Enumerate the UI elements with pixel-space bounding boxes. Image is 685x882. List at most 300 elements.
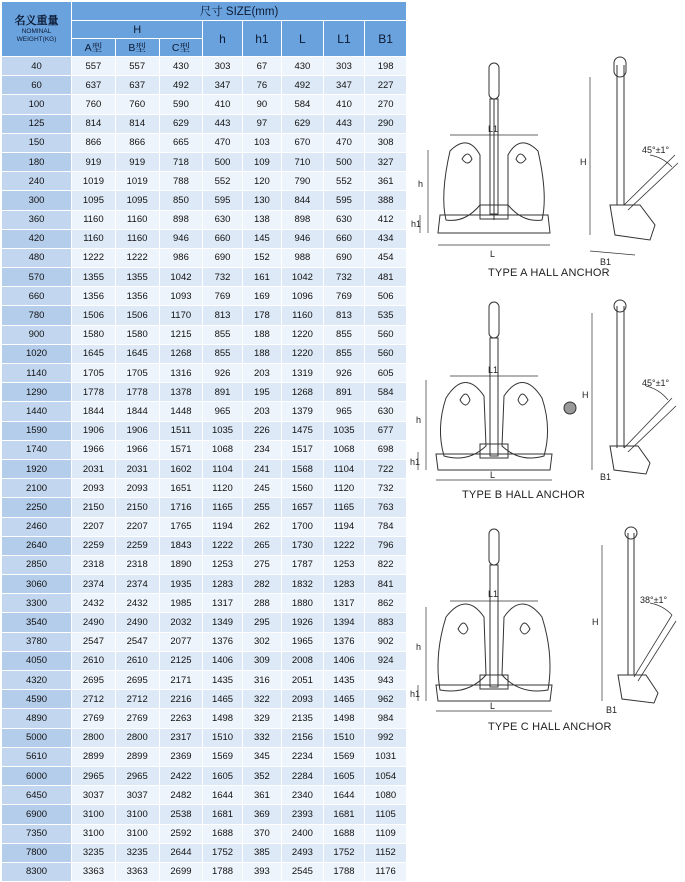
H-type-a-cell: 2490	[72, 613, 116, 632]
table-row	[2, 344, 407, 363]
L-cell: 1787	[282, 555, 324, 574]
H-type-b-cell: 1506	[115, 306, 159, 325]
h1-cell: 203	[242, 402, 281, 421]
h1-cell: 255	[242, 498, 281, 517]
h1-cell: 245	[242, 479, 281, 498]
H-type-a-cell: 919	[72, 152, 116, 171]
nominal-weight-cell: 100	[2, 95, 72, 114]
H-type-a-cell: 1506	[72, 306, 116, 325]
B1-cell: 677	[365, 421, 407, 440]
L-cell: 1700	[282, 517, 324, 536]
L1-cell: 1644	[323, 786, 365, 805]
table-row	[2, 421, 407, 440]
type-a-H-label: H	[580, 157, 587, 167]
H-type-b-cell: 2490	[115, 613, 159, 632]
H-type-c-cell: 1215	[159, 325, 203, 344]
L-cell: 1517	[282, 440, 324, 459]
type-b-H-label: H	[582, 390, 589, 400]
L-cell: 1379	[282, 402, 324, 421]
table-row	[2, 172, 407, 191]
H-type-c-cell: 898	[159, 210, 203, 229]
nominal-weight-cell: 480	[2, 248, 72, 267]
nominal-weight-cell: 660	[2, 287, 72, 306]
H-type-c-cell: 2317	[159, 728, 203, 747]
L-cell: 2545	[282, 862, 324, 881]
table-row	[2, 747, 407, 766]
table-row	[2, 76, 407, 95]
H-type-a-cell: 1705	[72, 364, 116, 383]
H-type-c-cell: 1985	[159, 594, 203, 613]
nominal-weight-cell: 1140	[2, 364, 72, 383]
L1-cell: 1688	[323, 824, 365, 843]
table-row	[2, 229, 407, 248]
h-cell: 891	[203, 383, 242, 402]
H-type-c-cell: 1316	[159, 364, 203, 383]
L-cell: 1220	[282, 325, 324, 344]
h-cell: 470	[203, 133, 242, 152]
h1-cell: 316	[242, 671, 281, 690]
nominal-weight-cell: 420	[2, 229, 72, 248]
L1-cell: 1317	[323, 594, 365, 613]
H-type-a-cell: 1844	[72, 402, 116, 421]
B1-cell: 412	[365, 210, 407, 229]
type-a-h1-label: h1	[411, 219, 422, 229]
table-row	[2, 843, 407, 862]
B1-cell: 361	[365, 172, 407, 191]
type-a-h-label: h	[418, 179, 424, 189]
h-cell: 1376	[203, 632, 242, 651]
table-row	[2, 498, 407, 517]
H-type-a-cell: 3363	[72, 862, 116, 881]
type-c-h-label: h	[416, 642, 422, 652]
B1-cell: 560	[365, 325, 407, 344]
type-c-header: C型	[159, 39, 203, 57]
h1-cell: 97	[242, 114, 281, 133]
H-type-b-cell: 2318	[115, 555, 159, 574]
nominal-weight-cell: 360	[2, 210, 72, 229]
L-cell: 492	[282, 76, 324, 95]
type-a-header: A型	[72, 39, 116, 57]
H-type-b-cell: 2031	[115, 459, 159, 478]
h1-cell: 109	[242, 152, 281, 171]
h-cell: 1435	[203, 671, 242, 690]
L1-cell: 595	[323, 191, 365, 210]
H-type-b-cell: 1705	[115, 364, 159, 383]
nominal-weight-cell: 3540	[2, 613, 72, 632]
H-type-b-cell: 2150	[115, 498, 159, 517]
H-type-a-cell: 3235	[72, 843, 116, 862]
H-type-b-cell: 3363	[115, 862, 159, 881]
nominal-weight-cell: 180	[2, 152, 72, 171]
table-row	[2, 268, 407, 287]
h-cell: 1104	[203, 459, 242, 478]
table-row	[2, 786, 407, 805]
h-cell: 630	[203, 210, 242, 229]
nominal-weight-cell: 150	[2, 133, 72, 152]
nominal-weight-cell: 1290	[2, 383, 72, 402]
L-cell: 2093	[282, 690, 324, 709]
H-type-c-cell: 1602	[159, 459, 203, 478]
L1-cell: 1510	[323, 728, 365, 747]
h1-cell: 226	[242, 421, 281, 440]
H-type-b-cell: 1844	[115, 402, 159, 421]
table-row	[2, 402, 407, 421]
nominal-weight-cell: 4590	[2, 690, 72, 709]
type-b-anchor-drawing	[410, 298, 685, 486]
B1-cell: 883	[365, 613, 407, 632]
L1-cell: 470	[323, 133, 365, 152]
H-type-c-cell: 2699	[159, 862, 203, 881]
type-a-angle-label: 45°±1°	[642, 145, 670, 155]
H-type-b-cell: 3100	[115, 824, 159, 843]
h1-cell: 385	[242, 843, 281, 862]
nominal-weight-cell: 6000	[2, 766, 72, 785]
L-cell: 1042	[282, 268, 324, 287]
H-type-c-cell: 1765	[159, 517, 203, 536]
L-cell: 790	[282, 172, 324, 191]
H-type-c-cell: 1716	[159, 498, 203, 517]
h-cell: 1498	[203, 709, 242, 728]
nominal-weight-cell: 7350	[2, 824, 72, 843]
type-b-L1-label: L1	[488, 365, 499, 375]
table-row	[2, 459, 407, 478]
H-type-c-cell: 1935	[159, 575, 203, 594]
H-type-a-cell: 1966	[72, 440, 116, 459]
H-type-c-cell: 1448	[159, 402, 203, 421]
L1-cell: 891	[323, 383, 365, 402]
B1-cell: 1054	[365, 766, 407, 785]
L-cell: 1568	[282, 459, 324, 478]
H-type-b-cell: 1778	[115, 383, 159, 402]
H-type-a-cell: 2259	[72, 536, 116, 555]
h-cell: 690	[203, 248, 242, 267]
h1-cell: 393	[242, 862, 281, 881]
nominal-weight-cell: 2640	[2, 536, 72, 555]
H-type-c-cell: 2077	[159, 632, 203, 651]
H-type-b-cell: 2965	[115, 766, 159, 785]
h1-cell: 195	[242, 383, 281, 402]
table-row	[2, 824, 407, 843]
L-header: L	[282, 21, 324, 57]
h1-cell: 332	[242, 728, 281, 747]
L-cell: 898	[282, 210, 324, 229]
type-c-L1-label: L1	[488, 589, 499, 599]
nominal-weight-cell: 3780	[2, 632, 72, 651]
table-row	[2, 95, 407, 114]
H-type-a-cell: 2432	[72, 594, 116, 613]
L-cell: 946	[282, 229, 324, 248]
h1-cell: 188	[242, 325, 281, 344]
H-type-c-cell: 2032	[159, 613, 203, 632]
type-b-diagram	[410, 298, 685, 508]
H-type-b-cell: 1645	[115, 344, 159, 363]
table-row	[2, 517, 407, 536]
H-type-c-cell: 1890	[159, 555, 203, 574]
type-a-anchor-drawing	[410, 55, 685, 270]
H-type-a-cell: 2547	[72, 632, 116, 651]
h-cell: 1349	[203, 613, 242, 632]
nominal-weight-cell: 8300	[2, 862, 72, 881]
H-type-b-cell: 2800	[115, 728, 159, 747]
h-cell: 855	[203, 344, 242, 363]
h1-cell: 188	[242, 344, 281, 363]
H-type-b-cell: 2899	[115, 747, 159, 766]
B1-cell: 434	[365, 229, 407, 248]
table-row	[2, 325, 407, 344]
L-cell: 670	[282, 133, 324, 152]
h1-cell: 90	[242, 95, 281, 114]
nominal-weight-cell: 900	[2, 325, 72, 344]
h-cell: 813	[203, 306, 242, 325]
table-row	[2, 536, 407, 555]
L-cell: 844	[282, 191, 324, 210]
H-type-b-cell: 1355	[115, 268, 159, 287]
H-type-a-cell: 1160	[72, 210, 116, 229]
H-type-b-cell: 2259	[115, 536, 159, 555]
L-cell: 629	[282, 114, 324, 133]
nominal-weight-cell: 7800	[2, 843, 72, 862]
nominal-weight-cell: 240	[2, 172, 72, 191]
type-a-diagram	[410, 55, 685, 280]
H-type-a-cell: 866	[72, 133, 116, 152]
h-cell: 769	[203, 287, 242, 306]
L-cell: 1096	[282, 287, 324, 306]
h-cell: 595	[203, 191, 242, 210]
L-cell: 1475	[282, 421, 324, 440]
type-c-anchor-drawing	[410, 525, 685, 717]
table-row	[2, 440, 407, 459]
L1-cell: 1104	[323, 459, 365, 478]
B1-cell: 924	[365, 651, 407, 670]
L1-cell: 1465	[323, 690, 365, 709]
h1-cell: 345	[242, 747, 281, 766]
h-cell: 926	[203, 364, 242, 383]
h-cell: 500	[203, 152, 242, 171]
H-type-b-cell: 557	[115, 57, 159, 76]
type-c-h1-label: h1	[410, 689, 421, 699]
L-cell: 2008	[282, 651, 324, 670]
H-type-a-cell: 3037	[72, 786, 116, 805]
type-b-L-label: L	[490, 470, 496, 480]
table-row	[2, 133, 407, 152]
L1-cell: 1222	[323, 536, 365, 555]
h1-cell: 138	[242, 210, 281, 229]
table-row	[2, 671, 407, 690]
table-row	[2, 383, 407, 402]
h-cell: 410	[203, 95, 242, 114]
H-type-c-cell: 1093	[159, 287, 203, 306]
nominal-weight-cell: 1590	[2, 421, 72, 440]
type-c-caption: TYPE C HALL ANCHOR	[488, 721, 612, 733]
h1-cell: 288	[242, 594, 281, 613]
table-row	[2, 613, 407, 632]
L1-cell: 1194	[323, 517, 365, 536]
H-type-c-cell: 946	[159, 229, 203, 248]
H-type-c-cell: 2644	[159, 843, 203, 862]
L-cell: 1560	[282, 479, 324, 498]
nominal-weight-cell: 2460	[2, 517, 72, 536]
H-type-b-cell: 2207	[115, 517, 159, 536]
nominal-weight-en-2: WEIGHT(KG)	[16, 35, 57, 43]
L-cell: 2284	[282, 766, 324, 785]
H-type-a-cell: 2150	[72, 498, 116, 517]
L-cell: 2234	[282, 747, 324, 766]
h1-cell: 161	[242, 268, 281, 287]
L1-cell: 769	[323, 287, 365, 306]
H-type-a-cell: 760	[72, 95, 116, 114]
h1-cell: 120	[242, 172, 281, 191]
H-type-a-cell: 1160	[72, 229, 116, 248]
h-cell: 1406	[203, 651, 242, 670]
L1-cell: 690	[323, 248, 365, 267]
h-cell: 1253	[203, 555, 242, 574]
B1-cell: 902	[365, 632, 407, 651]
type-c-L-label: L	[490, 701, 496, 711]
L1-cell: 965	[323, 402, 365, 421]
L1-cell: 347	[323, 76, 365, 95]
h1-cell: 352	[242, 766, 281, 785]
H-header: H	[72, 21, 203, 39]
L-cell: 1220	[282, 344, 324, 363]
h-cell: 303	[203, 57, 242, 76]
L1-cell: 1165	[323, 498, 365, 517]
h-cell: 1222	[203, 536, 242, 555]
H-type-a-cell: 2374	[72, 575, 116, 594]
h-cell: 965	[203, 402, 242, 421]
h-cell: 1510	[203, 728, 242, 747]
nominal-weight-cell: 1440	[2, 402, 72, 421]
H-type-b-cell: 2712	[115, 690, 159, 709]
h1-cell: 152	[242, 248, 281, 267]
h1-cell: 76	[242, 76, 281, 95]
type-b-h-label: h	[416, 415, 422, 425]
H-type-b-cell: 919	[115, 152, 159, 171]
h1-cell: 67	[242, 57, 281, 76]
B1-cell: 560	[365, 344, 407, 363]
nominal-weight-cell: 125	[2, 114, 72, 133]
size-header: 尺寸 SIZE(mm)	[72, 2, 407, 21]
L-cell: 1880	[282, 594, 324, 613]
L1-cell: 1120	[323, 479, 365, 498]
L1-cell: 1752	[323, 843, 365, 862]
h-cell: 552	[203, 172, 242, 191]
table-body	[2, 57, 407, 882]
H-type-c-cell: 986	[159, 248, 203, 267]
nominal-weight-cell: 2850	[2, 555, 72, 574]
H-type-c-cell: 1378	[159, 383, 203, 402]
h-cell: 1605	[203, 766, 242, 785]
L1-cell: 855	[323, 325, 365, 344]
H-type-b-cell: 1580	[115, 325, 159, 344]
L-cell: 2340	[282, 786, 324, 805]
B1-cell: 454	[365, 248, 407, 267]
H-type-c-cell: 2422	[159, 766, 203, 785]
H-type-a-cell: 2769	[72, 709, 116, 728]
B1-cell: 943	[365, 671, 407, 690]
h1-cell: 295	[242, 613, 281, 632]
L1-cell: 855	[323, 344, 365, 363]
L-cell: 2400	[282, 824, 324, 843]
L1-cell: 1788	[323, 862, 365, 881]
L1-cell: 410	[323, 95, 365, 114]
L-cell: 2156	[282, 728, 324, 747]
B1-cell: 584	[365, 383, 407, 402]
H-type-c-cell: 1571	[159, 440, 203, 459]
nominal-weight-cell: 1020	[2, 344, 72, 363]
h1-cell: 282	[242, 575, 281, 594]
H-type-b-cell: 1966	[115, 440, 159, 459]
nominal-weight-cell: 3300	[2, 594, 72, 613]
B1-cell: 784	[365, 517, 407, 536]
table-row	[2, 728, 407, 747]
type-a-caption: TYPE A HALL ANCHOR	[488, 267, 610, 279]
H-type-a-cell: 1222	[72, 248, 116, 267]
L1-cell: 1435	[323, 671, 365, 690]
L-cell: 1160	[282, 306, 324, 325]
L-cell: 2135	[282, 709, 324, 728]
H-type-b-cell: 1222	[115, 248, 159, 267]
size-table	[1, 1, 407, 882]
H-type-c-cell: 1042	[159, 268, 203, 287]
H-type-a-cell: 1580	[72, 325, 116, 344]
H-type-a-cell: 2695	[72, 671, 116, 690]
type-b-h1-label: h1	[410, 457, 421, 467]
table-row	[2, 632, 407, 651]
L-cell: 2493	[282, 843, 324, 862]
L1-cell: 303	[323, 57, 365, 76]
table-row	[2, 479, 407, 498]
h1-cell: 145	[242, 229, 281, 248]
L1-cell: 1035	[323, 421, 365, 440]
h1-cell: 103	[242, 133, 281, 152]
table-row	[2, 805, 407, 824]
H-type-b-cell: 3235	[115, 843, 159, 862]
nominal-weight-cn: 名义重量	[14, 14, 59, 27]
H-type-a-cell: 1019	[72, 172, 116, 191]
H-type-a-cell: 2610	[72, 651, 116, 670]
nominal-weight-cell: 5610	[2, 747, 72, 766]
nominal-weight-header	[2, 2, 72, 57]
L1-cell: 1681	[323, 805, 365, 824]
H-type-a-cell: 3100	[72, 805, 116, 824]
B1-cell: 1031	[365, 747, 407, 766]
nominal-weight-cell: 4320	[2, 671, 72, 690]
type-b-caption: TYPE B HALL ANCHOR	[462, 489, 586, 501]
H-type-c-cell: 492	[159, 76, 203, 95]
H-type-b-cell: 1160	[115, 229, 159, 248]
H-type-b-cell: 2432	[115, 594, 159, 613]
H-type-a-cell: 2899	[72, 747, 116, 766]
B1-cell: 862	[365, 594, 407, 613]
H-type-c-cell: 1843	[159, 536, 203, 555]
type-a-L-label: L	[490, 249, 496, 259]
anchor-size-table	[1, 1, 407, 882]
B1-cell: 605	[365, 364, 407, 383]
L-cell: 584	[282, 95, 324, 114]
h-cell: 1688	[203, 824, 242, 843]
nominal-weight-cell: 6450	[2, 786, 72, 805]
H-type-b-cell: 760	[115, 95, 159, 114]
h1-cell: 262	[242, 517, 281, 536]
B1-cell: 308	[365, 133, 407, 152]
h1-cell: 203	[242, 364, 281, 383]
B1-cell: 992	[365, 728, 407, 747]
H-type-c-cell: 665	[159, 133, 203, 152]
h1-cell: 369	[242, 805, 281, 824]
H-type-a-cell: 637	[72, 76, 116, 95]
h1-cell: 309	[242, 651, 281, 670]
H-type-b-cell: 1356	[115, 287, 159, 306]
